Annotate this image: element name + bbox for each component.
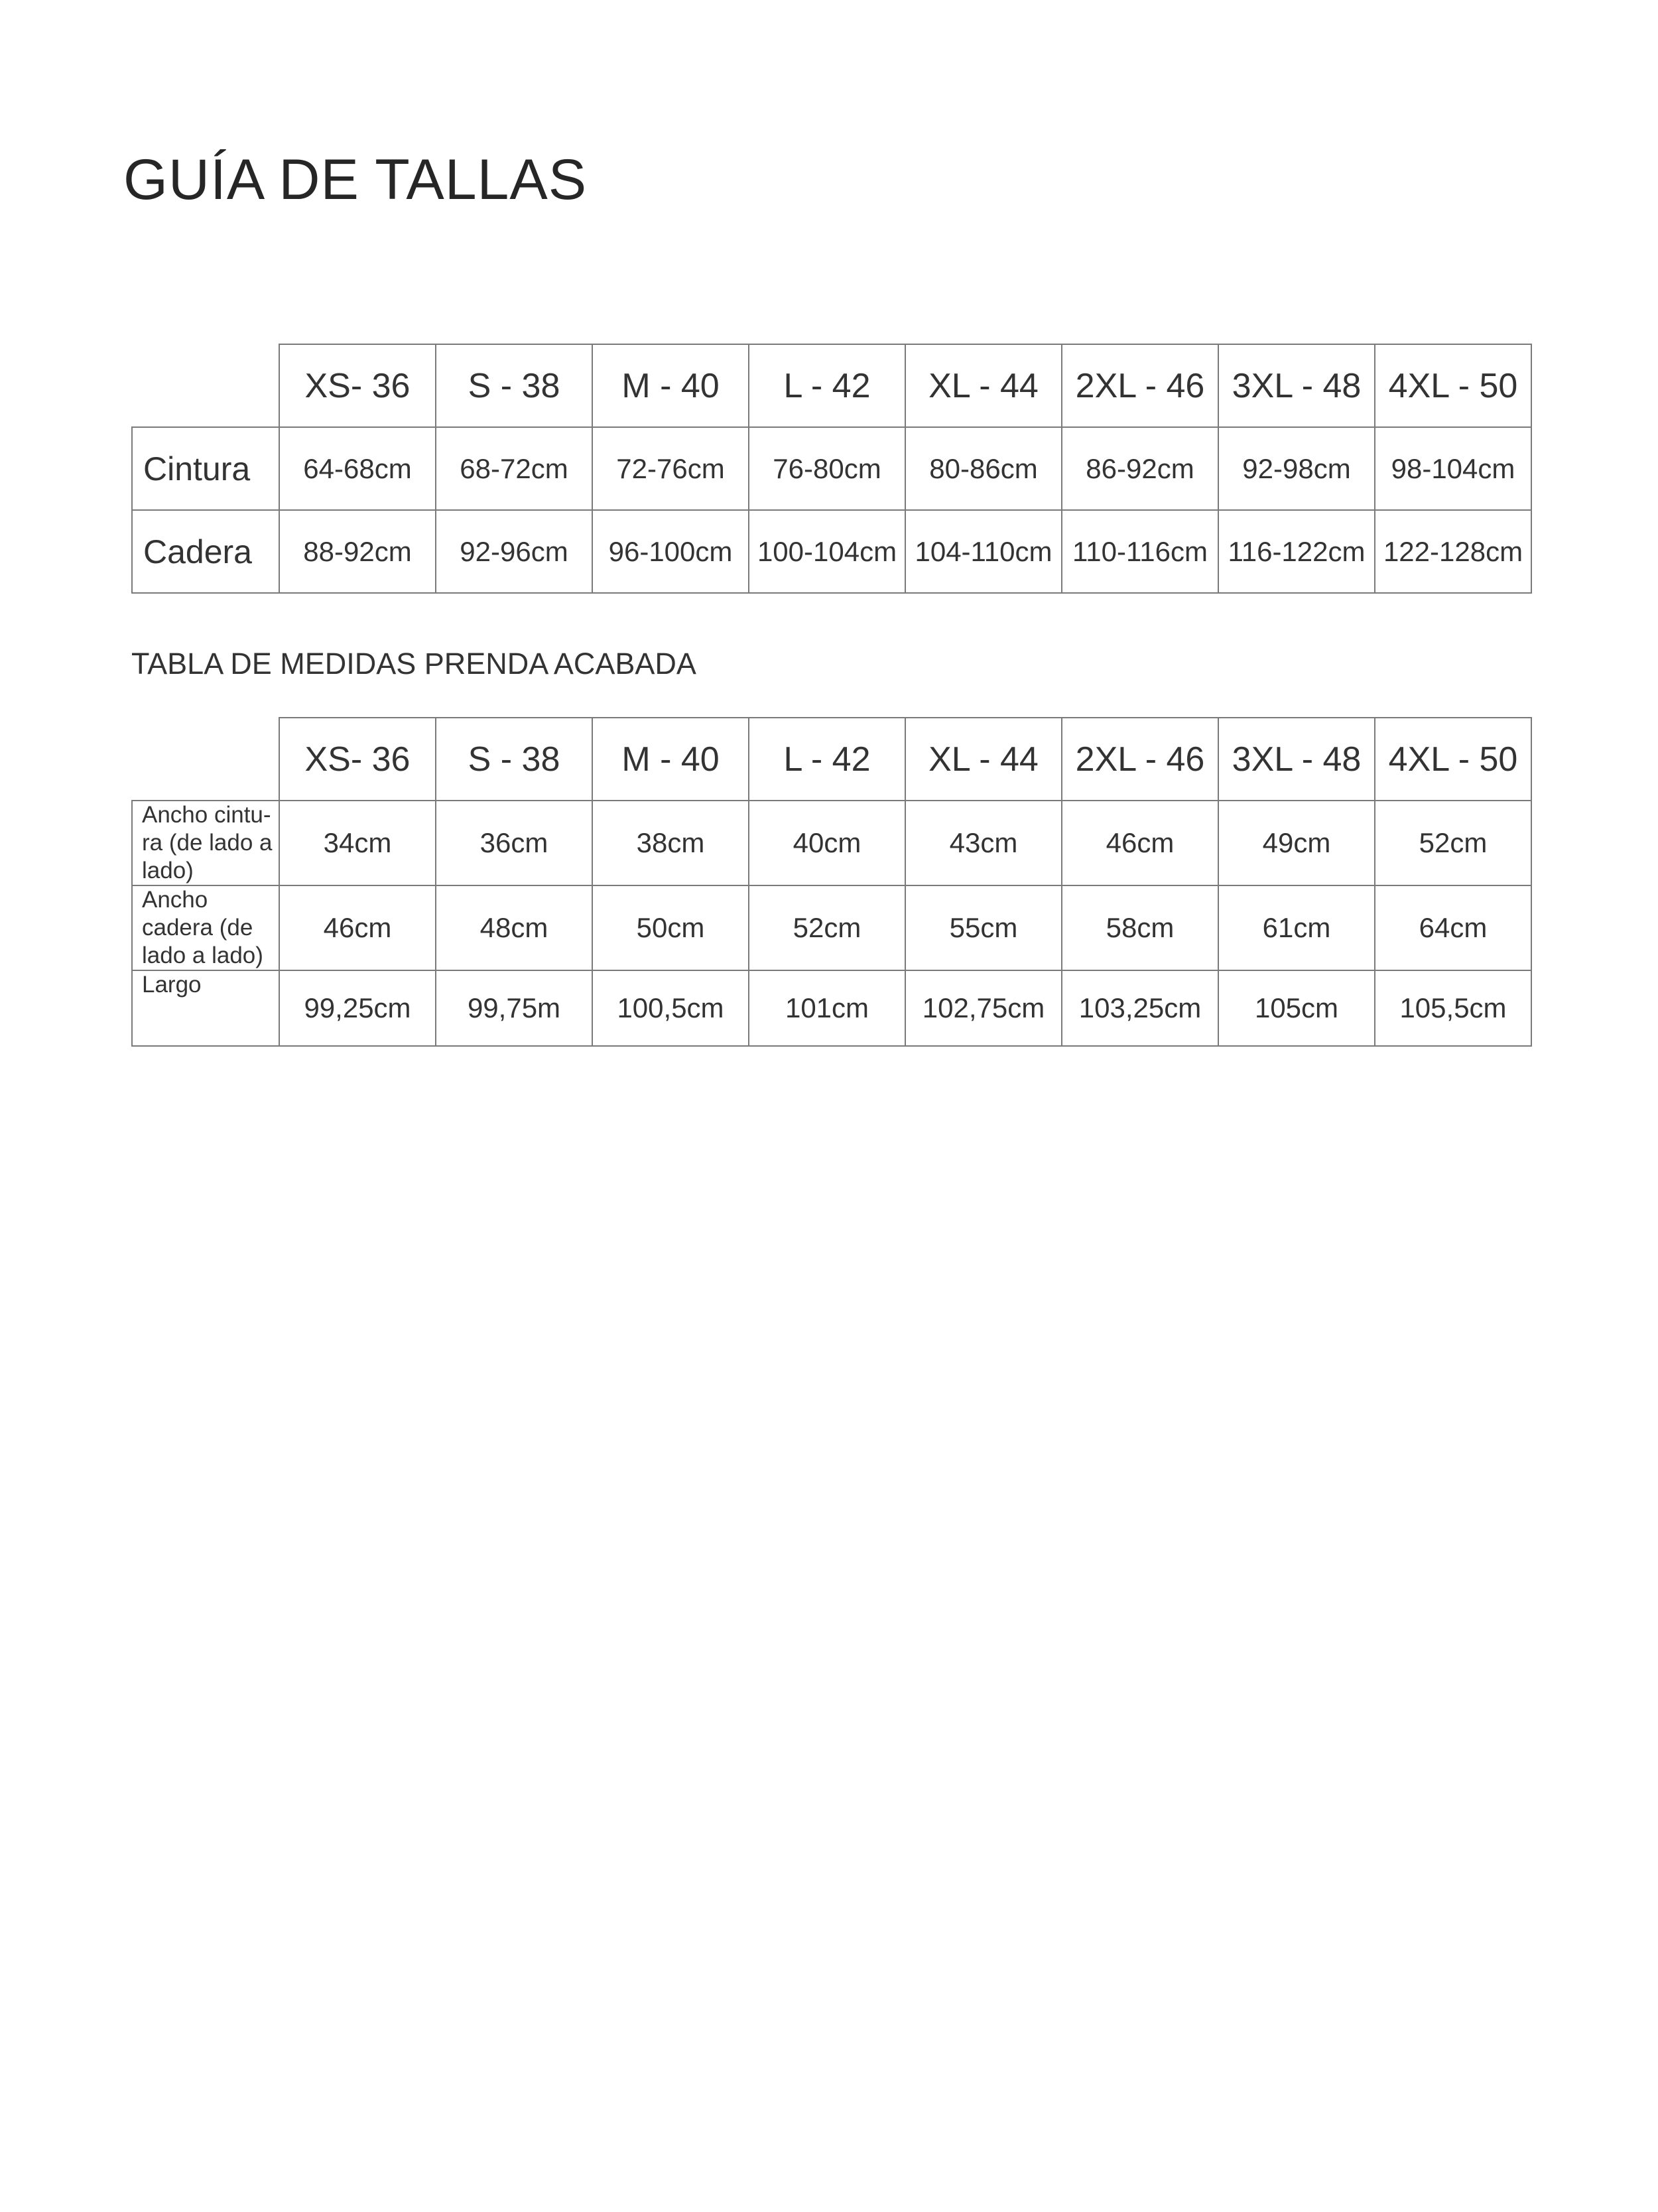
row-label-line: Largo: [142, 972, 202, 998]
row-label-line: cadera (de: [142, 915, 253, 941]
table-row-cadera: [132, 510, 1531, 593]
row-label: Cintura: [132, 427, 279, 510]
empty-corner-cell: [132, 344, 279, 427]
size-header-cell: XL - 44: [905, 718, 1062, 801]
measurement-cell: 50cm: [592, 885, 749, 970]
measurement-cell: 116-122cm: [1218, 510, 1375, 593]
measurement-cell: 61cm: [1218, 885, 1375, 970]
measurement-cell: 64cm: [1375, 885, 1531, 970]
row-label: [132, 885, 279, 970]
measurement-cell: 99,75m: [436, 970, 592, 1046]
measurement-cell: 55cm: [905, 885, 1062, 970]
measurement-cell: 46cm: [279, 885, 436, 970]
size-header-cell: S - 38: [436, 344, 592, 427]
measurement-cell: 122-128cm: [1375, 510, 1531, 593]
table-row-ancho-cintura: [132, 801, 1531, 885]
size-header-cell: XS- 36: [279, 344, 436, 427]
measurement-cell: 100-104cm: [749, 510, 905, 593]
measurement-cell: 105cm: [1218, 970, 1375, 1046]
garment-measurements-table: [131, 717, 1532, 1047]
measurement-cell: 36cm: [436, 801, 592, 885]
row-label-line: Ancho cintu-: [142, 802, 271, 828]
size-header-cell: L - 42: [749, 718, 905, 801]
measurement-cell: 88-92cm: [279, 510, 436, 593]
table-row-ancho-cadera: [132, 885, 1531, 970]
measurement-cell: 96-100cm: [592, 510, 749, 593]
measurement-cell: 64-68cm: [279, 427, 436, 510]
size-header-cell: M - 40: [592, 718, 749, 801]
measurement-cell: 52cm: [1375, 801, 1531, 885]
measurement-cell: 49cm: [1218, 801, 1375, 885]
measurement-cell: 68-72cm: [436, 427, 592, 510]
measurement-cell: 102,75cm: [905, 970, 1062, 1046]
size-header-cell: 2XL - 46: [1062, 344, 1218, 427]
measurement-cell: 101cm: [749, 970, 905, 1046]
measurement-cell: 103,25cm: [1062, 970, 1218, 1046]
measurement-cell: 104-110cm: [905, 510, 1062, 593]
size-header-cell: XS- 36: [279, 718, 436, 801]
measurement-cell: 46cm: [1062, 801, 1218, 885]
size-header-cell: XL - 44: [905, 344, 1062, 427]
measurement-cell: 52cm: [749, 885, 905, 970]
measurement-cell: 58cm: [1062, 885, 1218, 970]
measurement-cell: 92-98cm: [1218, 427, 1375, 510]
measurement-cell: 105,5cm: [1375, 970, 1531, 1046]
row-label-line: lado): [142, 858, 194, 883]
measurement-cell: 43cm: [905, 801, 1062, 885]
empty-corner-cell: [132, 718, 279, 801]
measurement-cell: 76-80cm: [749, 427, 905, 510]
size-header-cell: 3XL - 48: [1218, 718, 1375, 801]
row-label: Cadera: [132, 510, 279, 593]
measurement-cell: 48cm: [436, 885, 592, 970]
section-subtitle: TABLA DE MEDIDAS PRENDA ACABADA: [131, 647, 696, 681]
measurement-cell: 99,25cm: [279, 970, 436, 1046]
measurement-cell: 110-116cm: [1062, 510, 1218, 593]
measurement-cell: 98-104cm: [1375, 427, 1531, 510]
measurement-cell: 40cm: [749, 801, 905, 885]
row-label: [132, 970, 279, 1046]
row-label-line: lado a lado): [142, 943, 263, 968]
measurement-cell: 38cm: [592, 801, 749, 885]
measurement-cell: 100,5cm: [592, 970, 749, 1046]
size-header-cell: 3XL - 48: [1218, 344, 1375, 427]
measurement-cell: 34cm: [279, 801, 436, 885]
body-measurements-table: [131, 344, 1532, 594]
size-header-row: [132, 344, 1531, 427]
table-row-largo: [132, 970, 1531, 1046]
row-label-line: Ancho: [142, 887, 208, 913]
size-header-cell: 4XL - 50: [1375, 344, 1531, 427]
size-header-cell: 4XL - 50: [1375, 718, 1531, 801]
size-header-cell: 2XL - 46: [1062, 718, 1218, 801]
measurement-cell: 92-96cm: [436, 510, 592, 593]
page-title: GUÍA DE TALLAS: [123, 148, 588, 212]
measurement-cell: 86-92cm: [1062, 427, 1218, 510]
row-label: [132, 801, 279, 885]
size-header-row: [132, 718, 1531, 801]
size-header-cell: S - 38: [436, 718, 592, 801]
measurement-cell: 72-76cm: [592, 427, 749, 510]
row-label-line: ra (de lado a: [142, 830, 273, 856]
table-row-cintura: [132, 427, 1531, 510]
size-header-cell: M - 40: [592, 344, 749, 427]
size-header-cell: L - 42: [749, 344, 905, 427]
measurement-cell: 80-86cm: [905, 427, 1062, 510]
